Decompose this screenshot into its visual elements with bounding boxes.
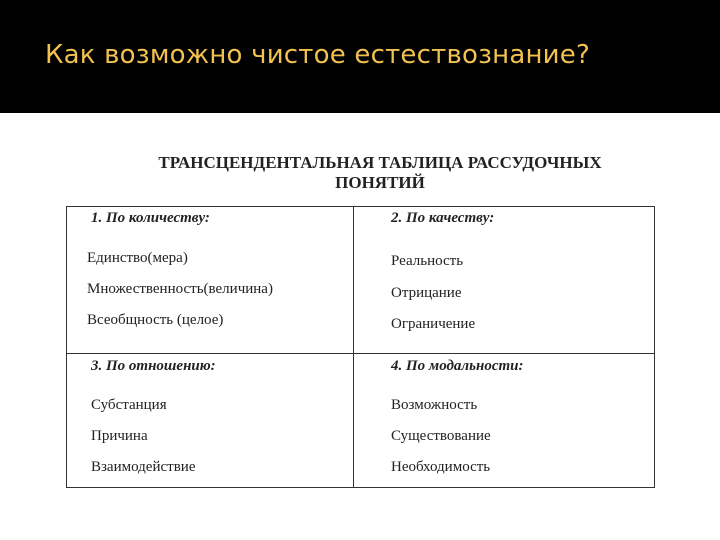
cell-quantity-item: Единство(мера)	[87, 250, 188, 266]
cell-relation-header: 3. По отношению:	[91, 358, 216, 374]
cell-relation-item: Причина	[91, 428, 148, 444]
cell-relation-item: Субстанция	[91, 397, 167, 413]
table-heading-line-2: ПОНЯТИЙ	[335, 173, 425, 192]
column-divider	[353, 207, 354, 487]
categories-table	[66, 206, 655, 488]
table-heading	[115, 153, 645, 193]
cell-quantity-item: Множественность(величина)	[87, 281, 273, 297]
cell-modality-header: 4. По модальности:	[391, 358, 524, 374]
row-divider	[67, 353, 654, 354]
cell-quality-item: Отрицание	[391, 285, 462, 301]
cell-modality-item: Возможность	[391, 397, 478, 413]
cell-quality-item: Реальность	[391, 253, 464, 269]
table-heading-line-1: ТРАНСЦЕНДЕНТАЛЬНАЯ ТАБЛИЦА РАССУДОЧНЫХ	[158, 153, 602, 172]
cell-quality-header: 2. По качеству:	[391, 210, 495, 226]
cell-quantity-header: 1. По количеству:	[91, 210, 210, 226]
cell-modality-item: Существование	[391, 428, 491, 444]
slide-title: Как возможно чистое естествознание?	[45, 40, 590, 70]
title-bar	[0, 0, 720, 113]
cell-modality-item: Необходимость	[391, 459, 491, 475]
cell-quality-item: Ограничение	[391, 316, 476, 332]
cell-quantity-item: Всеобщность (целое)	[87, 312, 224, 328]
cell-relation-item: Взаимодействие	[91, 459, 196, 475]
